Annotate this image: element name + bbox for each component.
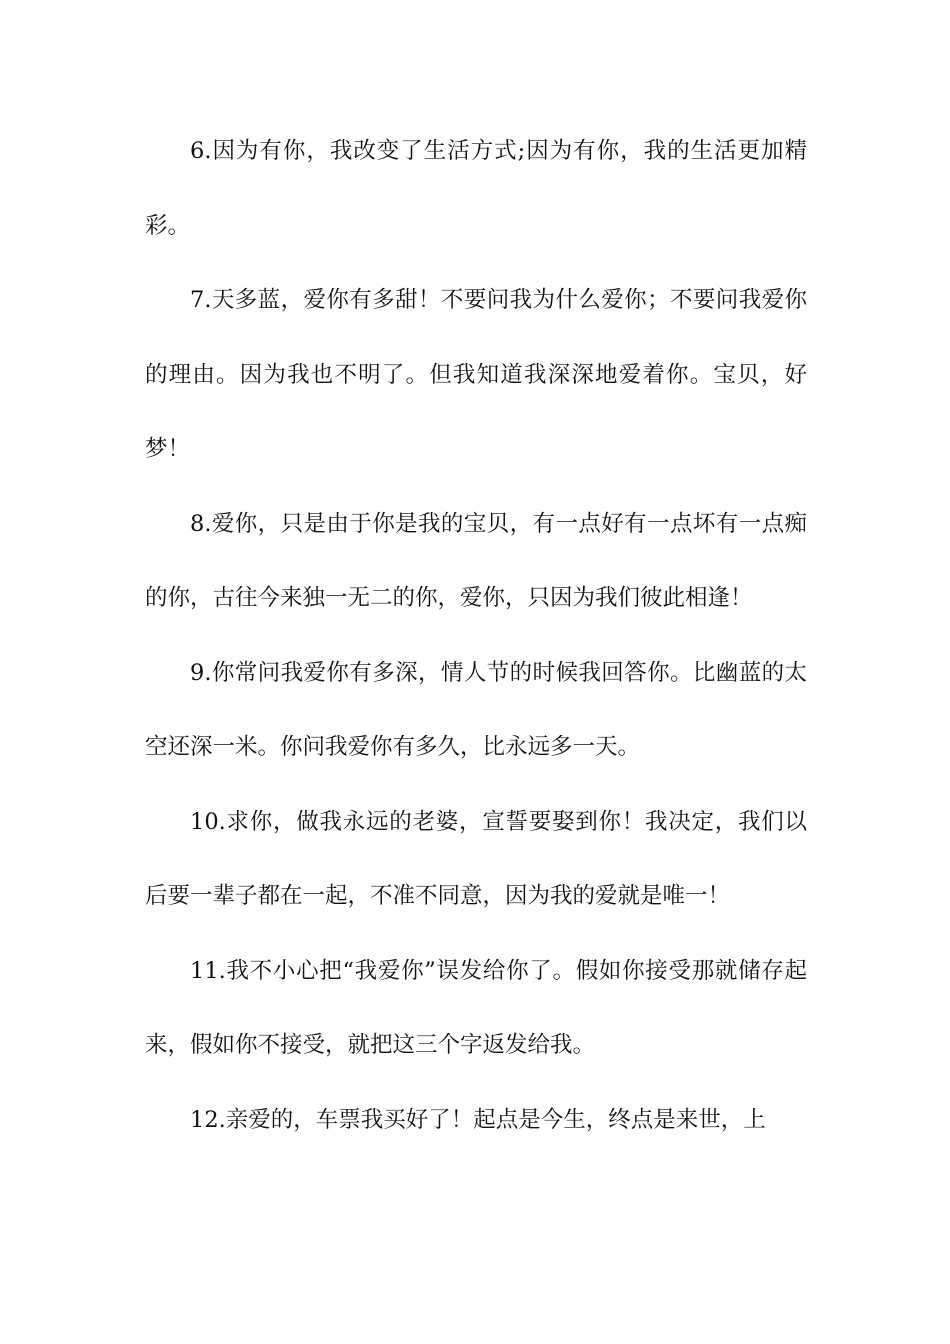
- document-body: [145, 114, 807, 1157]
- paragraph-12: 12.亲爱的，车票我买好了！起点是今生，终点是来世，上: [190, 1106, 766, 1133]
- paragraph-8: 8.爱你，只是由于你是我的宝贝，有一点好有一点坏有一点痴的你，古往今来独一无二的你，爱你，只因为我们彼此相逢！: [145, 510, 807, 611]
- paragraph-10: 10.求你，做我永远的老婆，宣誓要娶到你！我决定，我们以后要一辈子都在一起，不准不同意，因为我的爱就是唯一！: [145, 808, 807, 909]
- paragraph-6: 6.因为有你，我改变了生活方式;因为有你，我的生活更加精彩。: [145, 138, 807, 239]
- paragraph-7: 7.天多蓝，爱你有多甜！不要问我为什么爱你；不要问我爱你的理由。因为我也不明了。但我知道我深深地爱着你。宝贝，好梦！: [145, 287, 807, 462]
- paragraph-11: 11.我不小心把“我爱你”误发给你了。假如你接受那就储存起来，假如你不接受，就把这三个字返发给我。: [145, 957, 807, 1058]
- paragraph-9: 9.你常问我爱你有多深，情人节的时候我回答你。比幽蓝的太空还深一米。你问我爱你有多久，比永远多一天。: [145, 659, 807, 760]
